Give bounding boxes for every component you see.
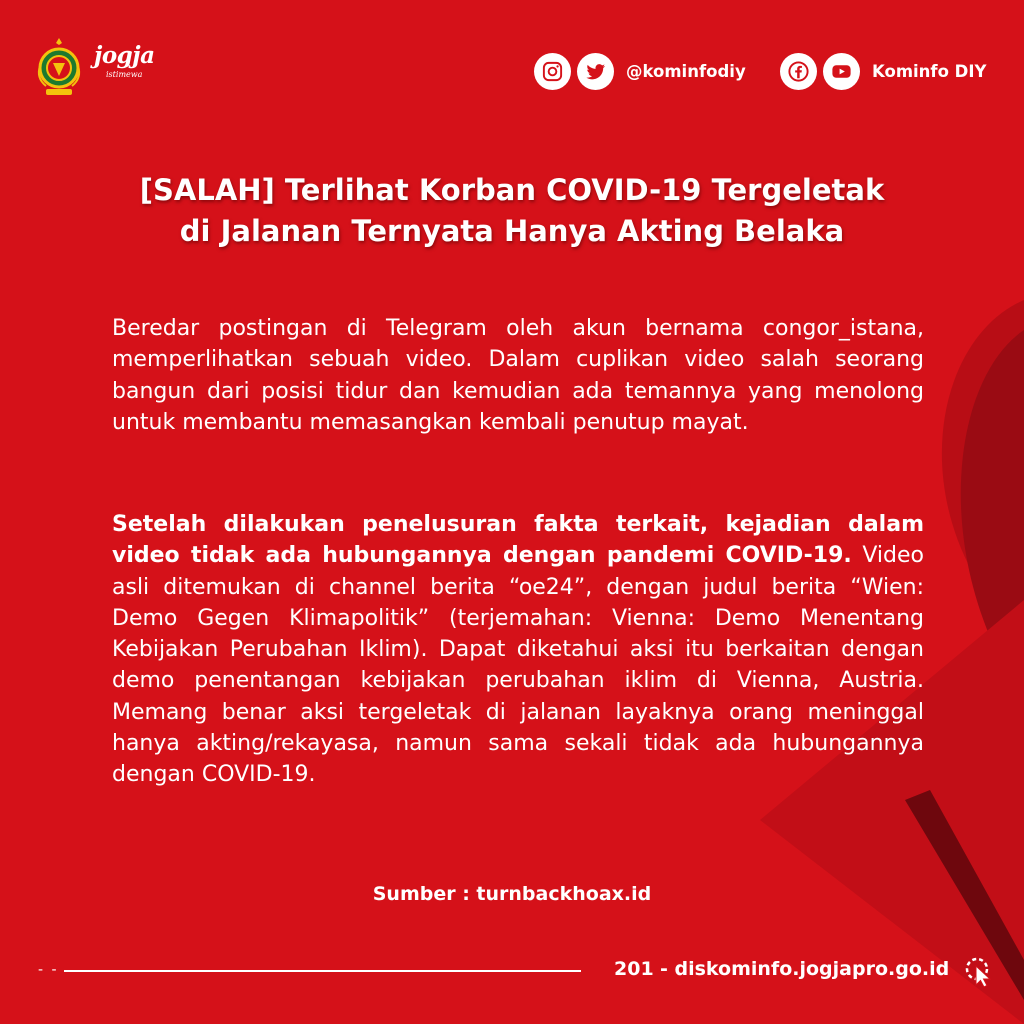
brand-tagline: istimewa bbox=[106, 70, 143, 79]
twitter-icon[interactable] bbox=[577, 53, 614, 90]
paragraph-2-rest: Video asli ditemukan di channel berita “oe24”, dengan judul berita “Wien: Demo Gegen Klimapolitik” (terjemahan: Vienna: Demo Menentang Kebijakan Perubahan Iklim). Dapat diketahui aksi itu berkaitan dengan demo penentangan kebijakan perubahan iklim di Vienna, Austria. Memang benar aksi tergeletak di jalanan layaknya orang meninggal hanya akting/rekayasa, namun sama sekali tidak ada hubungannya dengan COVID-19. bbox=[112, 543, 924, 788]
paragraph-1: Beredar postingan di Telegram oleh akun bernama congor_istana, memperlihatkan sebuah video. Dalam cuplikan video salah seorang bangun dari posisi tidur dan kemudian ada temannya yang menolong untuk membantu memasangkan kembali penutup mayat. bbox=[112, 316, 924, 435]
brand-name: jogja bbox=[94, 42, 155, 69]
social-group-right bbox=[780, 52, 986, 90]
title-line-1: [SALAH] Terlihat Korban COVID-19 Tergeletak bbox=[139, 173, 885, 207]
facebook-youtube-handle[interactable]: Kominfo DIY bbox=[872, 61, 987, 81]
paragraph-2-bold: Setelah dilakukan penelusuran fakta terkait, kejadian dalam video tidak ada hubungannya dengan pandemi COVID-19. bbox=[112, 512, 924, 569]
brand-logo bbox=[34, 36, 174, 100]
footer-divider bbox=[64, 970, 581, 972]
page-number: 201 bbox=[614, 958, 654, 980]
social-group-left bbox=[534, 52, 746, 90]
source-credit: Sumber : turnbackhoax.id bbox=[372, 883, 652, 905]
twitter-instagram-handle[interactable]: @kominfodiy bbox=[626, 61, 746, 81]
title-line-2: di Jalanan Ternyata Hanya Akting Belaka bbox=[179, 214, 845, 248]
yogyakarta-crest-icon bbox=[34, 36, 84, 100]
facebook-icon[interactable] bbox=[780, 53, 817, 90]
paragraph-2 bbox=[112, 509, 924, 791]
instagram-icon[interactable] bbox=[534, 53, 571, 90]
website-link[interactable]: - diskominfo.jogjapro.go.id bbox=[660, 958, 950, 980]
article-title bbox=[60, 170, 964, 252]
click-cursor-icon bbox=[962, 954, 996, 988]
youtube-icon[interactable] bbox=[823, 53, 860, 90]
footer-dash: - - bbox=[38, 962, 59, 978]
